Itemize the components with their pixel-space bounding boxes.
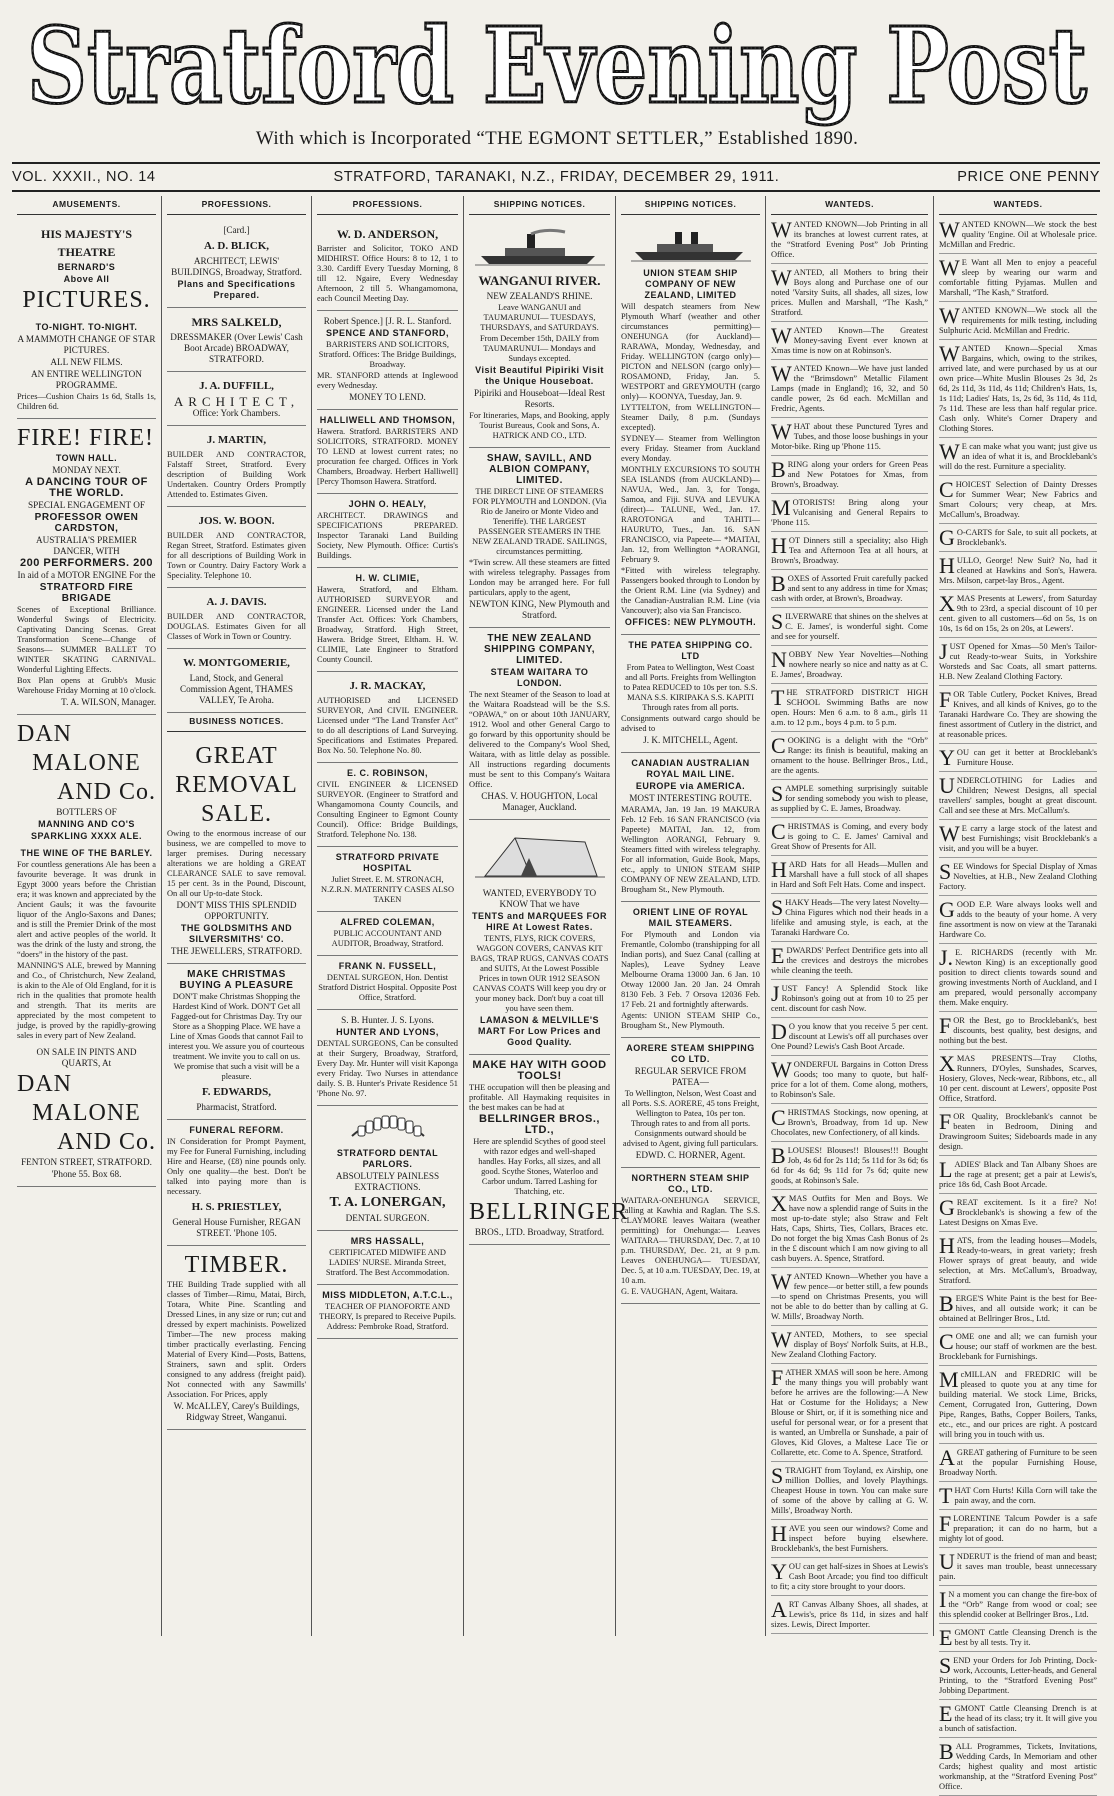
- classified-ad: NOBBY New Year Novelties—Nothing nowhere nearly so nice and natty as at C. E. James', Broadway.: [771, 650, 928, 684]
- regular-service: REGULAR SERVICE FROM PATEA—: [634, 1066, 747, 1087]
- malone-heading-2: MALONE: [32, 1100, 141, 1126]
- films-text: ALL NEW FILMS.: [50, 357, 123, 367]
- classified-ad: HAVE you seen our windows? Come and inspect before buying elsewhere. Brocklebank's, the best Furnishers.: [771, 1524, 928, 1558]
- sydney-text: SYDNEY— Steamer from Wellington every Friday. Steamer from Auckland every Monday.: [621, 434, 760, 463]
- hotel-text: Pipiriki and Houseboat—Ideal Rest Resorts.: [474, 388, 605, 409]
- classified-ad: WONDERFUL Bargains in Cotton Dress Goods; too many to quote, but half-price for a lot of them. Come along, mothers, to Robinson's Sale.: [771, 1060, 928, 1104]
- mackay-card: [317, 672, 458, 763]
- halliwell-card: [317, 410, 458, 494]
- climie-card: [317, 568, 458, 672]
- classified-ad: WANTED KNOWN—Job Printing in all its branches at lowest current rates, at the “Stratford Evening Post” Job Printing Office.: [771, 220, 928, 264]
- fussell-card: [317, 956, 458, 1010]
- classified-ad: WANTED Known—Special Xmas Bargains, which, owing to the strikes, arrived late, and were purchased by us at our own price—White Muslin Blouses 2s 3d, 2s 6d, 2s 11d, 3s 11d, 4s 11d; Children's Hats, 1s, 1s 11d; Ladies' Hats, 1s, 2s 6d, 3s 11d, 4s 11d, 7s 11d. These are less than half regular price. Cash only. White's Corner Drapery and Clothing Stores.: [939, 344, 1097, 438]
- classified-ad: LADIES' Black and Tan Albany Shoes are the rage at present; get a pair at Lewis's, price 18s 6d, Cash Boot Arcade.: [939, 1160, 1097, 1194]
- hospital-name: STRATFORD PRIVATE HOSPITAL: [335, 852, 440, 873]
- monday-next: MONDAY NEXT.: [52, 465, 121, 475]
- pictures-heading: PICTURES.: [22, 287, 151, 313]
- robinson-card: [317, 763, 458, 847]
- dan-heading-2: DAN: [17, 1071, 72, 1097]
- svg-text:Stratford Evening Post: Stratford Evening Post: [27, 4, 1087, 127]
- andco-heading-2: AND Co.: [56, 1129, 156, 1155]
- nzship-ad: [469, 628, 610, 820]
- christmas-heading: MAKE CHRISTMAS BUYING A PLEASURE: [179, 969, 294, 991]
- phone-box: 'Phone 55. Box 68.: [51, 1169, 122, 1179]
- anderson-card: [317, 220, 458, 311]
- fitted-text: *Fitted with wireless telegraphy. Passengers booked through to London by the Orient R.M. Line (via Sydney) and the Canadian-Australian R.M. Line (via Vancouver); also via San Francisco.: [621, 566, 760, 615]
- coleman-name: ALFRED COLEMAN,: [340, 917, 435, 927]
- waitara-text: The next Steamer of the Season to load at the Waitara Roadstead will be the S.S. “OPAWA,” on or about 10th JANUARY, 1912. Wool and other General Cargo to go forward by this opportunity should be delivered to the Company's Wool Shed, Waitara, with as little delay as possible. All instructions regarding documents must be sent to this Company's Waitara Office.: [469, 690, 610, 789]
- middleton-name: MISS MIDDLETON, A.T.C.L.,: [322, 1290, 453, 1300]
- prices-text: Prices—Cushion Chairs 1s 6d, Stalls 1s, Children 6d.: [17, 392, 156, 411]
- fire-ad: [17, 419, 156, 715]
- montgomerie-card: [167, 649, 306, 713]
- classified-ad: WANTED KNOWN—We stock the best quality 'Engine. Oil at Wholesale price. McMillan and Fredric.: [939, 220, 1097, 254]
- classified-ad: FLORENTINE Talcum Powder is a safe preparation; it can do no harm, but a mighty lot of good.: [939, 1514, 1097, 1548]
- classified-ad: WANTED, all Mothers to bring their Boys along and Purchase one of our noted 'Varsity Suits, all shades, all sizes, low prices. Mullen and Marshall, “The Kash,” Stratford.: [771, 268, 928, 322]
- boon-card: [167, 507, 306, 588]
- classified-ad: JUST Opened for Xmas—50 Men's Tailor-cut Ready-to-wear Suits, in Yorkshire Worsteds and Sac Coats, all smart patterns. H.B. New Zealand Clothing Factory.: [939, 642, 1097, 686]
- hospital-card: [317, 847, 458, 912]
- price: PRICE ONE PENNY: [957, 169, 1100, 185]
- salkeld-text: DRESSMAKER (Over Lewis' Cash Boot Arcade) BROADWAY, STRATFORD.: [170, 332, 303, 364]
- bellringer-name: BELLRINGER BROS., LTD.,: [479, 1113, 600, 1136]
- classified-ad: EGMONT Cattle Cleansing Drench is at the head of its class; try it. It will give you a bunch of satisfaction.: [939, 1704, 1097, 1738]
- salkeld-name: MRS SALKELD,: [191, 315, 282, 329]
- column-heading: SHIPPING NOTICES.: [469, 196, 610, 215]
- waitara-heading: STEAM WAITARA TO LONDON.: [490, 667, 589, 688]
- mcalley-name: W. McALLEY, Carey's Buildings, Ridgway Street, Wanganui.: [173, 1401, 300, 1422]
- funeral-text: IN Consideration for Prompt Payment, my Fee for Funeral Furnishing, including Hire and Hearse, (£8) nine pounds only. Only one quality—the best. Don't be talked into paying more than is necessary.: [167, 1137, 306, 1196]
- column-wanteds-2: [934, 196, 1102, 1791]
- vaughan-name: G. E. VAUGHAN, Agent, Waitara.: [621, 1287, 738, 1296]
- coleman-card: [317, 912, 458, 956]
- classified-ad: XMAS Outfits for Men and Boys. We have now a splendid range of Suits in the most up-to-date style; also Straw and Felt Hats, Caps, Shirts, Ties, Collars, Braces etc. Do not forget the big Xmas Cash Bonus of 2s in the £ discount which I am now giving to all cash buyers. A. Spence, Stratford.: [771, 1194, 928, 1268]
- theatre-name: HIS MAJESTY'S THEATRE: [40, 227, 133, 259]
- column-shipping-1: [464, 196, 629, 1636]
- mitchell-name: J. K. MITCHELL, Agent.: [643, 735, 738, 745]
- malone-ad: [17, 715, 156, 1187]
- classified-ad: HULLO, George! New Suit? No, had it cleaned at Hawkins and Son's, Hawera. Mrs. Milson, carpet-lay Bros., Agent.: [939, 556, 1097, 590]
- classified-ad: UNDERUT is the friend of man and beast; it saves man trouble, beast unnecessary pain.: [939, 1552, 1097, 1586]
- programme-text: AN ENTIRE WELLINGTON PROGRAMME.: [31, 369, 142, 390]
- manning: MANNING AND CO'S: [38, 819, 135, 829]
- climie-text: Hawera, Stratford, and Eltham. AUTHORISED SURVEYOR and ENGINEER. Licensed under the Land Transfer Act. Offices: York Chambers, Broadway, Stratford. High Street, Hawera. Bridge Street, Eltham. H. W. CLIMIE, Late Engineer to Stratford County Council.: [317, 585, 458, 664]
- rhine-text: NEW ZEALAND'S RHINE.: [486, 291, 593, 301]
- manning-text: MANNING'S ALE, brewed by Manning and Co., of Christchurch, New Zealand, is akin to the Ale of Old England, for it is rich in the qualities that promote health and strength. That its merits are appreciated by the most competent to judge, is proved by the rapidly-growing sales in every part of New Zealand.: [17, 961, 156, 1040]
- classified-ad: J.E. RICHARDS (recently with Mr. Newton King) is an exceptionally good position to direct clients towards sound and growing investments North of Auckland, and I am prepared, would personally accompany them. Make enquiry.: [939, 948, 1097, 1012]
- dancer: AUSTRALIA'S PREMIER DANCER, WITH: [36, 535, 137, 556]
- orient-agents: Agents: UNION STEAM SHIP Co., Brougham St., New Plymouth.: [621, 1011, 760, 1030]
- classified-ad: XMAS Presents at Lewers', from Saturday 9th to 23rd, a special discount of 10 per cent. given to all customers—6d on 5s, 1s on 10s, 1s 6d on 15s, 2s on 20s, at Lewers'.: [939, 594, 1097, 638]
- column-heading: SHIPPING NOTICES.: [621, 196, 760, 215]
- horner-name: EDWD. C. HORNER, Agent.: [635, 1150, 746, 1160]
- classified-ad: SAMPLE something surprisingly suitable for sending somebody you wish to please, as supplied by C. E. James, Broadway.: [771, 784, 928, 818]
- tents-heading: TENTS and MARQUEES FOR HIRE At Lowest Rates.: [471, 911, 607, 932]
- malone-heading: MALONE: [32, 750, 141, 776]
- manager-name: T. A. WILSON, Manager.: [61, 697, 156, 707]
- boon-name: JOS. W. BOON.: [198, 515, 275, 527]
- classified-ad: EDWARDS' Perfect Dentrifice gets into all the crevices and destroys the microbes while cleaning the teeth.: [771, 946, 928, 980]
- classified-ad: YOU can get half-sizes in Shoes at Lewis's Cash Boot Arcade; you find too difficult to fit; a city store brought to your doors.: [771, 1562, 928, 1596]
- timber-heading: TIMBER.: [184, 1252, 289, 1278]
- classified-ad: SHAKY Heads—The very latest Novelty—China Figures which nod their heads in a lifelike and amusing style, is each, at the Taranaki Hardware Co.: [771, 898, 928, 942]
- business-heading: BUSINESS NOTICES.: [167, 713, 306, 732]
- aorere-heading: AORERE STEAM SHIPPING CO LTD.: [626, 1043, 755, 1064]
- hunter-name: HUNTER AND LYONS,: [336, 1027, 439, 1037]
- tents-text: TENTS, FLYS, RICK COVERS, WAGGON COVERS, CANVAS KIT BAGS, TRAP RUGS, CANVAS COATS and SUITS, At the Lowest Possible Prices in town OUR 1912 SEASON CANVAS COATS Will keep you dry or your money back. Don't buy a coat till you have seen them.: [470, 934, 609, 1013]
- bottlers: BOTTLERS OF: [56, 807, 117, 817]
- timber-ad: [167, 1246, 306, 1430]
- martin-text: BUILDER AND CONTRACTOR, Falstaff Street, Stratford. Every description of Building Work Undertaken. Country Orders Promptly Attended to. Estimates Given.: [167, 450, 306, 499]
- column-heading: PROFESSIONS.: [317, 196, 458, 215]
- hospital-text: Juliet Street. E. M. STRONACH, N.Z.R.N. MATERNITY CASES ALSO TAKEN: [321, 875, 454, 904]
- shaw-text: THE DIRECT LINE OF STEAMERS FOR PLYMOUTH and LONDON. (Via Rio de Janeiro or Monte Video and Teneriffe). THE LARGEST PASSENGER STEAMERS IN THE NEW ZEALAND TRADE. SAILINGS, circumstances permitting.: [472, 487, 607, 556]
- hassall-text: CERTIFICATED MIDWIFE AND LADIES' NURSE. Miranda Street, Stratford. The Best Accommodation.: [325, 1248, 450, 1277]
- dancing-tour: A DANCING TOUR OF THE WORLD.: [25, 476, 148, 499]
- steamer-illustration: [631, 228, 751, 264]
- svg-text:Stratford Evening Post: Stratford Evening Post: [27, 4, 1087, 127]
- healy-text: ARCHITECT. DRAWINGS and SPECIFICATIONS PREPARED. Inspector Taranaki Land Building Society, New Plymouth. Office: Curtis's Buildings.: [317, 511, 458, 560]
- aorere-ad: [621, 1038, 760, 1168]
- tents-ad: [469, 820, 610, 1055]
- classified-ad: BLOUSES! Blouses!! Blouses!!! Bought Job, 4s 6d for 2s 11d; 5s 11d for 3s 6d; 6s 6d for 4s 6d; 9s 11d for 7s 6d; quite new goods, at Robinson's Sale.: [771, 1146, 928, 1190]
- timber-text: THE Building Trade supplied with all classes of Timber—Rimu, Matai, Birch, Totara, White Pine. Scantling and Dressed Lines, in any size or run; cut and dressed by expert machinists. Powelized Timber—The new process making timber practically everlasting. Fencing Material of Every Kind—Posts, Battens, Strainers, sawn and split. Orders consigned to any address (freight paid). Not connected with any Sawmills' Association. For Prices, apply: [167, 1280, 306, 1399]
- classified-ad: CHRISTMAS Stockings, now opening, at Brown's, Broadway, from 1d up. New Chocolates, new Confectionery, of all kinds.: [771, 1108, 928, 1142]
- incorporated-line: With which is Incorporated “THE EGMONT SETTLER,” Established 1890.: [255, 128, 859, 149]
- classified-ad: GREAT excitement. Is it a fire? No! Brocklebank's is showing a few of the Latest Designs on Xmas Eve.: [939, 1198, 1097, 1232]
- lonergan-text: DENTAL SURGEON.: [345, 1213, 430, 1223]
- bellringer-heading: BELLRINGER: [469, 1199, 629, 1225]
- dont-miss: DON'T MISS THIS SPLENDID OPPORTUNITY.: [176, 900, 297, 921]
- davis-card: [167, 588, 306, 649]
- fire-brigade: STRATFORD FIRE BRIGADE: [39, 582, 134, 604]
- classified-ad: STRAIGHT from Toyland, ex Airship, one million Dollies, and lovely Playthings. Cheapest House in town. You can make sure of some of the above by calling at G. W. Mills', Broadway North.: [771, 1466, 928, 1520]
- salkeld-card: [167, 308, 306, 372]
- dental-parlors: [317, 1106, 458, 1231]
- column-heading: WANTEDS.: [939, 196, 1097, 215]
- columns: [12, 196, 1102, 1791]
- hay-ad: [469, 1055, 629, 1245]
- halliwell-text: Hawera. Stratford. BARRISTERS AND SOLICITORS, STRATFORD. MONEY TO LEND at lowest current rates; no procuration fee charged. Offices in York Chambers, Broadway. Herbert Halliwell] [Percy Thomson Hawera. Stratford.: [317, 427, 458, 486]
- classified-ad: HARD Hats for all Heads—Mullen and Marshall have a full stock of all shapes in Hard and Soft Felt Hats. Come and inspect.: [771, 860, 928, 894]
- box-plan: Box Plan opens at Grubb's Music Warehouse Friday Morning at 10 o'clock.: [17, 676, 156, 695]
- classified-ad: GOOD E.P. Ware always looks well and adds to the beauty of your home. A very fine assortment is now on view at the Taranaki Hardware Co.: [939, 900, 1097, 944]
- money-text: MONEY TO LEND.: [349, 392, 426, 402]
- funeral-ad: [167, 1120, 306, 1246]
- make-hay-text: THE occupation will then be pleasing and profitable. All Haymaking requisites in the best makes can be had at: [469, 1083, 610, 1112]
- patea-ad: [621, 635, 760, 753]
- healy-name: JOHN O. HEALY,: [348, 499, 427, 509]
- classified-ad: BRING along your orders for Green Peas and New Potatoes for Xmas, from Brown's, Broadway.: [771, 460, 928, 494]
- classified-ad: UNDERCLOTHING for Ladies and Children; Newest Designs, all special travellers' samples, bought at great discount. Call and see these at Mrs. McCallum's.: [939, 776, 1097, 820]
- classified-ad: BOXES of Assorted Fruit carefully packed and sent to any address in time for Xmas; cash with order, at Brown's, Broadway.: [771, 574, 928, 608]
- theatre-sub: BERNARD'S: [57, 262, 116, 272]
- classified-ad: BALL Programmes, Tickets, Invitations, Wedding Cards, In Memoriam and other Cards; highest quality and most artistic workmanship, at the “Stratford Evening Post” Office.: [939, 1742, 1097, 1796]
- removal-text: Owing to the enormous increase of our business, we are compelled to move to larger premises. During necessary alterations we are holding a GREAT CLEARANCE SALE to save removal. 15 per cent. 3s in the Pound, Discount, On all our Up-to-date Stock.: [167, 829, 306, 898]
- fenton-street: FENTON STREET, STRATFORD.: [21, 1157, 152, 1167]
- classified-ad: YOU can get it better at Brocklebank's Furniture House.: [939, 745, 1097, 770]
- aid-text: In aid of a MOTOR ENGINE For the: [17, 570, 156, 580]
- column-professions-1: [162, 196, 312, 1636]
- classified-ad: HOT Dinners still a speciality; also High Tea and Afternoon Tea at all hours, at Brown's, Broadway.: [771, 536, 928, 570]
- leave-text: Leave WANGANUI and TAUMARUNUI— TUESDAYS, THURSDAYS, and SATURDAYS.: [480, 303, 599, 332]
- classified-ad: DO you know that you receive 5 per cent. discount at Lewis's off all purchases over One Pound? Lewis's Cash Boot Arcade.: [771, 1022, 928, 1056]
- halliwell-name: HALLIWELL AND THOMSON,: [319, 415, 456, 425]
- lamason-text: LAMASON & MELVILLE'S MART For Low Prices and Good Quality.: [477, 1015, 601, 1047]
- blick-plans: Plans and Specifications Prepared.: [177, 279, 296, 300]
- ale-text: For countless generations Ale has been a favourite beverage. It was drunk in Egypt 3000 years before the Christian era; it was known and appreciated by the Ancient Gauls; it was the favourite liquor of the Anglo-Saxons and Danes; and is still the Premier Drink of the most alert and active peoples of the world. It was the drink of the lusty and strong, the “doers” in the history of the past.: [17, 860, 156, 959]
- hunter-card: [317, 1010, 458, 1106]
- christmas-ad: [167, 964, 306, 1120]
- fussell-name: FRANK N. FUSSELL,: [338, 961, 437, 971]
- hassall-card: [317, 1231, 458, 1285]
- boon-text: BUILDER AND CONTRACTOR, Regan Street, Stratford. Estimates given for all descriptions of Building Work in Town or Country. Dairy Factory Work a Speciality. Telephone 10.: [167, 531, 306, 580]
- offices-text: OFFICES: NEW PLYMOUTH.: [624, 617, 757, 627]
- route-text: MOST INTERESTING ROUTE.: [629, 793, 752, 803]
- classified-ad: COOKING is a delight with the “Orb” Range: its finish is beautiful, making an ornament to the house. Bellringer Bros., Ltd., are the agents.: [771, 736, 928, 780]
- classified-ad: CHRISTMAS is Coming, and every body is going to C. E. James' Carnival and Great Show of Presents for All.: [771, 822, 928, 856]
- classified-ad: MOTORISTS! Bring along your Vulcanising and General Repairs to 'Phone 115.: [771, 498, 928, 532]
- houghton-name: CHAS. V. HOUGHTON, Local Manager, Auckland.: [481, 791, 598, 812]
- column-shipping-2: [616, 196, 766, 1636]
- patea-consign: Consignments outward cargo should be advised to: [621, 714, 760, 733]
- davis-text: BUILDER AND CONTRACTOR, DOUGLAS. Estimates Given for all Classes of Work in Town or Country.: [167, 612, 306, 641]
- itinerary-text: For Itineraries, Maps, and Booking, apply Tourist Bureaus, Cook and Sons, A. HATRICK AND CO., LTD.: [469, 411, 610, 440]
- dateline-bar: [12, 162, 1100, 192]
- card-label: [Card.]: [223, 225, 250, 235]
- change-text: A MAMMOTH CHANGE OF STAR PICTURES.: [17, 334, 156, 355]
- classified-ad: COME one and all; we can furnish your house; our staff of workmen are the best. Brocklebank for Furnishings.: [939, 1332, 1097, 1366]
- middleton-card: [317, 1285, 458, 1339]
- classified-ad: WE carry a large stock of the latest and best Furnishings; visit Brocklebank's a visit, and you will be a buyer.: [939, 824, 1097, 858]
- duffill-name: J. A. DUFFILL,: [199, 380, 274, 392]
- priestley-text: General House Furnisher, REGAN STREET. 'Phone 105.: [172, 1217, 301, 1238]
- column-professions-2: [312, 196, 464, 1636]
- lonergan-name: T. A. LONERGAN,: [329, 1195, 446, 1210]
- masthead: [20, 4, 1094, 127]
- teeth-illustration: [348, 1110, 428, 1144]
- monthly-text: MONTHLY EXCURSIONS TO SOUTH SEA ISLANDS (from AUCKLAND)— NAVUA, Wed., Jan. 3, for Tonga, Samoa, and Fiji. SUVA and LEVUKA (direct)— TALUNE, Wed., Jan. 17. RAROTONGA and TAHITI— HAURUTO, Tues., Jan. 16. SAN FRANCISCO, via Papeete— *MAITAI, Jan. 12, from Wellington *AORANGI, February 9.: [621, 465, 760, 564]
- classified-ad: WE Want all Men to enjoy a peaceful sleep by wearing our warm and comfortable fitting Pyjamas. Mullen and Marshall, “The Kash,” Stratford.: [939, 258, 1097, 302]
- fire-heading: FIRE! FIRE!: [17, 425, 154, 451]
- column-heading: AMUSEMENTS.: [17, 196, 156, 215]
- engagement: SPECIAL ENGAGEMENT OF: [28, 500, 145, 510]
- column-amusements: [12, 196, 162, 1636]
- priestley-name: H. S. PRIESTLEY,: [191, 1201, 282, 1213]
- canadian-ad: [621, 753, 760, 902]
- lyttelton-text: LYTTELTON, from WELLINGTON— Steamer Daily, 8 p.m. (Sundays excepted).: [621, 403, 760, 432]
- blick-text: ARCHITECT, LEWIS' BUILDINGS, Broadway, Stratford.: [171, 256, 302, 277]
- masthead-logo: [20, 4, 1094, 127]
- duffill-office: Office: York Chambers.: [192, 408, 281, 418]
- hassall-name: MRS HASSALL,: [350, 1236, 425, 1246]
- canadian-text: MARAMA, Jan. 19 Jan. 19 MAKURA Feb. 12 Feb. 16 SAN FRANCISCO (via Papeete) MAITAI, Jan. 12, from Wellington AORANGI, February 9. Steamers fitted with wireless telegraphy. For all information, Guide Book, Maps, etc., apply to UNION STEAM SHIP COMPANY OF NEW ZEALAND, LTD. Brougham St., New Plymouth.: [621, 805, 760, 894]
- patea-text: From Patea to Wellington, West Coast and all Ports. Freights from Wellington to Patea REDUCED to 10s per ton. S.S. MANA S.S. KIRIPAKA S.S. KAPITI Through rates from all ports.: [623, 663, 758, 712]
- column-wanteds-1: [766, 196, 934, 1636]
- wanganui-heading: WANGANUI RIVER.: [478, 273, 601, 288]
- shaw-heading: SHAW, SAVILL, AND ALBION COMPANY, LIMITED.: [486, 453, 593, 486]
- newton-king: NEWTON KING, New Plymouth and Stratford.: [469, 599, 610, 620]
- classified-ad: BERGE'S White Paint is the best for Bee-hives, and all outside work; it can be obtained at Bellringer Bros., Ltd.: [939, 1294, 1097, 1328]
- twin-text: *Twin screw. All these steamers are fitted with wireless telegraphy. Passages from London may be arranged here. For full particulars, apply to the agent,: [469, 558, 610, 597]
- architect-label: ARCHITECT,: [173, 394, 300, 409]
- classified-ad: AGREAT gathering of Furniture to be seen at the popular Furnishing House, Broadway North.: [939, 1448, 1097, 1482]
- classified-ad: SEND your Orders for Job Printing, Dock-work, Accounts, Letter-heads, and General Printing, to the “Stratford Evening Post” Jobbing Department.: [939, 1656, 1097, 1700]
- bellringer-address: BROS., LTD. Broadway, Stratford.: [474, 1227, 605, 1237]
- blick-name: A. D. BLICK,: [203, 240, 270, 252]
- blick-card: [167, 220, 306, 308]
- classified-ad: FOR Table Cutlery, Pocket Knives, Bread Knives, and all kinds of Knives, go to the Taranaki Hardware Co. They are showing the finest assortment of Cutlery in the district, and at reasonable prices.: [939, 690, 1097, 744]
- martin-card: [167, 426, 306, 507]
- parlors-heading: STRATFORD DENTAL PARLORS.: [336, 1148, 439, 1169]
- classified-ad: ART Canvas Albany Shoes, all shades, at Lewis's, price 8s 11d, in sizes and half sizes. Lewis, Direct Importer.: [771, 1600, 928, 1634]
- climie-name: H. W. CLIMIE,: [355, 573, 420, 583]
- wanted-list: [939, 217, 1097, 1796]
- classified-ad: XMAS PRESENTS—Tray Cloths, Runners, D'Oyles, Sunshades, Scarves, Hosiery, Gloves, Neck-wear, Ribbons, etc., all 10 per cent. discount at Lewers', opposite Post Office, Stratford.: [939, 1054, 1097, 1108]
- from-text: From December 15th, DAILY from TAUMARUNUI— Mondays and Sundays excepted.: [479, 334, 600, 363]
- hunter-text: DENTAL SURGEONS, Can be consulted at their Surgery, Broadway, Stratford, Every Day. Mr. Hunter will visit Kaponga every Friday. Two Nurses in attendance daily. S. B. Hunter's Private Residence 51 'Phone No. 97.: [317, 1039, 458, 1098]
- wanganui-ad: [469, 220, 610, 448]
- steamer-illustration: [475, 228, 605, 268]
- classified-ad: FATHER XMAS will soon be here. Among the many things you will probably want before he arrives are the following:—A New Hat or Costume for the Holidays; a New Blouse or Shirt, or, if it is something nice and useful for personal wear, or for a present that is wanted, an Umbrella or Sunshade, a pair of Gloves, Kid Gloves, a Maltese Lace Tie or Collarette, etc. Come to A. Spence, Stratford.: [771, 1368, 928, 1462]
- wine-heading: THE WINE OF THE BARLEY.: [20, 848, 153, 858]
- coleman-text: PUBLIC ACCOUNTANT AND AUDITOR, Broadway, Stratford.: [331, 929, 444, 948]
- sale-heading: SALE.: [201, 801, 272, 827]
- removal-heading: REMOVAL: [175, 772, 298, 798]
- goldsmiths: THE GOLDSMITHS AND SILVERSMITHS' CO.: [180, 923, 293, 944]
- spence-text: BARRISTERS AND SOLICITORS, Stratford. Offices: The Bridge Buildings, Broadway.: [318, 340, 457, 369]
- tonight: TO-NIGHT. TO-NIGHT.: [35, 322, 138, 332]
- tent-illustration: [475, 828, 605, 884]
- great-heading: GREAT: [195, 743, 278, 769]
- edwards-text: Pharmacist, Stratford.: [196, 1102, 277, 1112]
- christmas-text: DON'T make Christmas Shopping the Hardest Kind of Work. DON'T Get all Fagged-out for Christmas Day. Try our Store as a Shopping Place. WE have a Line of Xmas Goods that cannot Fail to interest you. We assure you of courteous treatment. We invite you to call on us. We promise that such a visit will be a pleasure.: [168, 992, 305, 1081]
- montgomerie-name: W. MONTGOMERIE,: [183, 657, 290, 669]
- classified-ad: CHOICEST Selection of Dainty Dresses for Summer Wear; New Fabrics and Smart Colours; very cheap, at Mrs. McCallum's, Broadway.: [939, 480, 1097, 524]
- classified-ad: THAT Corn Hurts! Killa Corn will take the pain away, and the corn.: [939, 1483, 1097, 1508]
- davis-name: A. J. DAVIS.: [206, 596, 267, 608]
- europe-text: EUROPE via AMERICA.: [635, 781, 746, 791]
- montgomerie-text: Land, Stock, and General Commission Agent, THAMES VALLEY, Te Aroha.: [180, 673, 293, 705]
- pipiriki-text: Visit Beautiful Pipiriki Visit the Unique Houseboat.: [475, 365, 604, 386]
- duffill-card: [167, 372, 306, 426]
- classified-ad: McMILLAN and FREDRIC will be pleased to quote you at any time for building material. We stock Lime, Bricks, Cement, Corrugated Iron, Guttering, Down Pipe, Ranges, Baths, Copper Boilers, Tanks, etc., etc., and our prices are right. A postcard will bring you in touch with us.: [939, 1370, 1097, 1444]
- union-text: Will despatch steamers from New Plymouth Wharf (weather and other circumstances permitting)— ONEHUNGA (for Auckland)— RARAWA, Monday, Wednesday, and Friday. WELLINGTON (cargo only)— PICTON and NELSON (cargo only)— ROSAMOND, Friday, Jan. 5. WESTPORT and GREYMOUTH (cargo only)— KOONYA, Tuesday, Jan. 9.: [621, 302, 760, 401]
- northern-ad: [621, 1168, 760, 1304]
- nzship-heading: THE NEW ZEALAND SHIPPING COMPANY, LIMITED.: [483, 633, 596, 666]
- spence-names: Robert Spence.] [J. R. L. Stanford.: [323, 316, 452, 326]
- classified-ad: WANTED KNOWN—We stock all the requirements for milk testing, including Sulphuric Acid. McMillan and Fredric.: [939, 306, 1097, 340]
- martin-name: J. MARTIN,: [206, 434, 267, 446]
- robinson-text: CIVIL ENGINEER & LICENSED SURVEYOR. (Engineer to Stratford and Whangamomona County Councils, and Consulting Engineer to Egmont County Council). Office: Bridge Buildings, Stratford. Telephone No. 138.: [317, 780, 458, 839]
- shaw-ad: [469, 448, 610, 628]
- middleton-text: TEACHER OF PIANOFORTE AND THEORY, Is prepared to Receive Pupils. Address: Pembroke Road, Stratford.: [319, 1302, 456, 1331]
- sparkling: SPARKLING XXXX ALE.: [30, 831, 142, 841]
- funeral-heading: FUNERAL REFORM.: [189, 1125, 284, 1135]
- painless-text: ABSOLUTELY PAINLESS EXTRACTIONS.: [335, 1171, 440, 1192]
- anderson-text: Barrister and Solicitor, TOKO AND MIDHIRST. Office Hours: 8 to 12, 1 to 3.30. Cardiff Every Tuesday Morning, 8 till 12. Ngaire, Every Wednesday Afternoon, 2 till 5. Whangamomona, each Council Meeting Day.: [317, 244, 458, 303]
- classified-ad: WANTED Known—Whether you have a few pence—or better still, a few pounds—to spend on Christmas Presents, you will not be able to do better than by calling at G. W. Mills', Broadway North.: [771, 1272, 928, 1326]
- classified-ad: WANTED Known—We have just landed the “Brimsdown” Metallic Filament Lamps (made in England); 16, 32, and 50 candle power, 2s 6d each. McMillan and Fredric, Agents.: [771, 364, 928, 418]
- column-heading: WANTEDS.: [771, 196, 928, 215]
- removal-sale-ad: [167, 737, 306, 964]
- classified-ad: HATS, from the leading houses—Models, Ready-to-wears, in great variety; fresh Flower sprays of great beauty, and wide selection, at Mrs. McCallum's, Broadway, Stratford.: [939, 1236, 1097, 1290]
- orient-heading: ORIENT LINE OF ROYAL MAIL STEAMERS.: [632, 907, 749, 928]
- column-heading: PROFESSIONS.: [167, 196, 306, 215]
- spence-card: [317, 311, 458, 410]
- orient-ad: [621, 902, 760, 1038]
- classified-ad: WANTED Known—The Greatest Money-saving Event ever known at Xmas time is now on at Robinson's.: [771, 326, 928, 360]
- edwards-name: F. EDWARDS,: [202, 1086, 271, 1098]
- northern-heading: NORTHERN STEAM SHIP CO., LTD.: [631, 1173, 750, 1194]
- classified-ad: FOR the Best, go to Brocklebank's, best discounts, best quality, best designs, and nothing but the best.: [939, 1016, 1097, 1050]
- classified-ad: JUST Fancy! A Splendid Stock like Robinson's going out at from 10 to 25 per cent. discount for cash Now.: [771, 984, 928, 1018]
- classified-ad: SILVERWARE that shines on the shelves at C. E. James', is wonderful sight. Come and see for yourself.: [771, 612, 928, 646]
- andco-heading: AND Co.: [56, 779, 156, 805]
- scythes-text: Here are splendid Scythes of good steel with razor edges and well-shaped handles. Hay Forks, all sizes, and all good. Scythe Stones, Waterloo and Carbor undum. Tarred Lashing for Thatching, etc.: [473, 1137, 606, 1196]
- classified-ad: IN a moment you can change the fire-box of the “Orb” Range from wood or coal; see this splendid cooker at Bellringer Bros., Ltd.: [939, 1590, 1097, 1624]
- jewellers: THE JEWELLERS, STRATFORD.: [170, 946, 303, 956]
- town-hall: TOWN HALL.: [55, 453, 118, 463]
- fussell-text: DENTAL SURGEON, Hon. Dentist Stratford District Hospital. Opposite Post Office, Stratford.: [318, 973, 457, 1002]
- professor: PROFESSOR OWEN CARDSTON,: [34, 512, 139, 534]
- theatre-ad: [17, 220, 156, 419]
- hunter-names: S. B. Hunter. J. S. Lyons.: [341, 1015, 434, 1025]
- performers: 200 PERFORMERS. 200: [20, 557, 153, 569]
- classified-ad: EGMONT Cattle Cleansing Drench is the best by all tests. Try it.: [939, 1625, 1097, 1650]
- sale-text: ON SALE IN PINTS AND QUARTS, At: [36, 1047, 137, 1068]
- scenes-text: Scenes of Exceptional Brilliance. Wonderful Swings of Electricity. Captivating Dancing Scenas. Great Transformation Scene—Change of Seasons— SUMMER BALLET TO WINTER SKATING CARNIVAL. Wonderful Lighting Effects.: [17, 605, 156, 674]
- anderson-name: W. D. ANDERSON,: [336, 227, 439, 241]
- union-ad: [621, 220, 760, 635]
- robinson-name: E. C. ROBINSON,: [346, 768, 428, 778]
- classified-ad: WE can make what you want; just give us an idea of what it is, and Brocklebank's will do the rest. Furniture a speciality.: [939, 442, 1097, 476]
- dan-heading: DAN: [17, 721, 72, 747]
- canadian-heading: CANADIAN AUSTRALIAN ROYAL MAIL LINE.: [631, 758, 750, 779]
- northern-text: WAITARA-ONEHUNGA SERVICE, calling at Kawhia and Raglan. The S.S. CLAYMORE leaves Waitara (weather permitting) for Onehunga:— Leaves WAITARA— THURSDAY, Dec. 7, at 10 p.m. THURSDAY, Dec. 21, at 9 p.m. Leaves ONEHUNGA— TUESDAY, Dec. 5, at 10 a.m. TUESDAY, Dec. 19, at 10 a.m.: [621, 1196, 760, 1285]
- union-heading: UNION STEAM SHIP COMPANY OF NEW ZEALAND, LIMITED: [643, 268, 738, 300]
- mackay-name: J. R. MACKAY,: [349, 680, 426, 692]
- volume-number: VOL. XXXII., NO. 14: [12, 169, 156, 185]
- orient-text: For Plymouth and London via Fremantle, Colombo (transhipping for all Indian ports), and Suez Canal (calling at Naples), Leave Sydney Leave Melbourne Orama 13000 Jan. 6 Jan. 10 Otway 12000 Jan. 20 Jan. 24 Omrah 8130 Feb. 3 Feb. 7 Orsova 12036 Feb. 17 Feb. 21 and fortnightly afterwards.: [621, 930, 760, 1009]
- stanford-text: MR. STANFORD attends at Inglewood every Wednesday.: [317, 371, 458, 390]
- aorere-text: To Wellington, Nelson, West Coast and all Ports. S.S. AORERE, 45 tons Freight, Wellington to Patea, 10s per ton. Through rates to and from all ports. Consignments outward should be advised to Agent, giving full particulars.: [621, 1089, 760, 1148]
- spence-name: SPENCE AND STANFORD,: [325, 328, 449, 338]
- issue-date: STRATFORD, TARANAKI, N.Z., FRIDAY, DECEMBER 29, 1911.: [333, 169, 780, 185]
- classified-ad: GO-CARTS for Sale, to suit all pockets, at Brocklebank's.: [939, 525, 1097, 550]
- classified-ad: WHAT about these Punctured Tyres and Tubes, and those loose bushings in your Motor-bike. Ring up 'Phone 115.: [771, 422, 928, 456]
- wanted-list: [771, 217, 928, 1634]
- patea-heading: THE PATEA SHIPPING CO. LTD: [628, 640, 753, 661]
- theatre-sub2: Above All: [63, 274, 110, 284]
- classified-ad: WANTED, Mothers, to see special display of Boys' Norfolk Suits, at H.B., New Zealand Clothing Factory.: [771, 1330, 928, 1364]
- make-hay-heading: MAKE HAY WITH GOOD TOOLS!: [472, 1059, 607, 1082]
- healy-card: [317, 494, 458, 568]
- classified-ad: FOR Quality, Brocklebank's cannot be beaten in Bedroom, Dining and Drawingroom Suites; Sideboards made in any design.: [939, 1112, 1097, 1156]
- wanted-everybody: WANTED, EVERYBODY TO KNOW That we have: [482, 888, 597, 909]
- classified-ad: THE STRATFORD DISTRICT HIGH SCHOOL Swimming Baths are now open. Hours: Men 6 a.m. to 8 a.m., girls 11 a.m. to 12 p.m., boys 4 p.m. to 5 p.m.: [771, 688, 928, 732]
- classified-ad: SEE Windows for Special Display of Xmas Novelties, at H.B., New Zealand Clothing Factory.: [939, 862, 1097, 896]
- mackay-text: AUTHORISED and LICENSED SURVEYOR, And CIVIL ENGINEER. Licensed under “The Land Transfer Act” to do all descriptions of Land Surveying. Specifications and Estimates Prepared. Box No. 50. Telephone No. 80.: [317, 696, 458, 755]
